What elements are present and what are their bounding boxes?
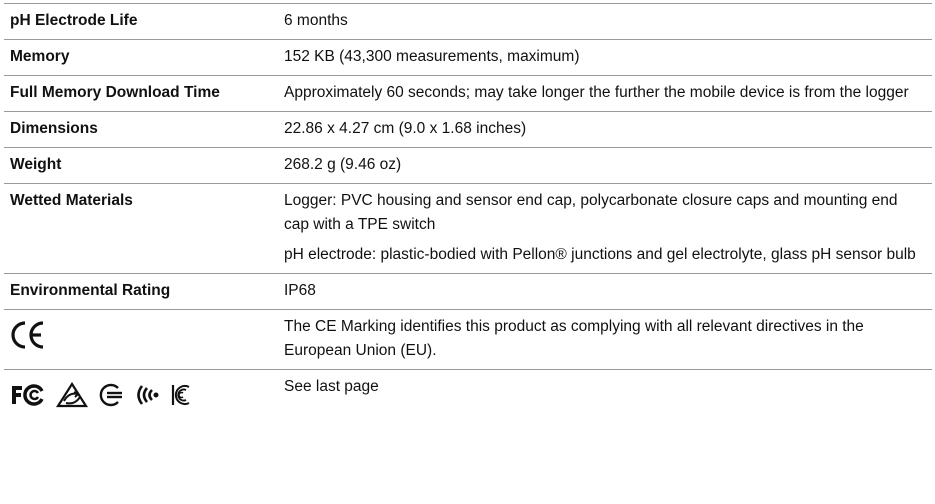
table-row xyxy=(4,112,932,148)
row-label: Memory xyxy=(4,40,278,76)
wetted-materials-logger: Logger: PVC housing and sensor end cap, polycarbonate closure caps and mounting end cap with a TPE switch xyxy=(284,192,898,233)
fcc-logo-icon xyxy=(10,384,46,406)
row-label xyxy=(4,310,278,370)
table-row xyxy=(4,370,932,420)
ce-mark-icon xyxy=(10,315,272,361)
table-row xyxy=(4,310,932,370)
row-label: Environmental Rating xyxy=(4,274,278,310)
row-label: Wetted Materials xyxy=(4,184,278,274)
ic-mark-icon xyxy=(170,382,192,408)
table-row xyxy=(4,274,932,310)
row-value: 6 months xyxy=(278,4,932,40)
table-row xyxy=(4,40,932,76)
compliance-marks xyxy=(10,375,272,413)
wetted-materials-ph-electrode: pH electrode: plastic-bodied with Pellon® junctions and gel electrolyte, glass pH sensor bulb xyxy=(284,246,916,263)
row-label: Weight xyxy=(4,148,278,184)
row-value: IP68 xyxy=(278,274,932,310)
row-value xyxy=(278,184,932,274)
row-label xyxy=(4,370,278,420)
row-value: Approximately 60 seconds; may take longer the further the mobile device is from the logger xyxy=(278,76,932,112)
row-value: 22.86 x 4.27 cm (9.0 x 1.68 inches) xyxy=(278,112,932,148)
row-label: Full Memory Download Time xyxy=(4,76,278,112)
row-label: pH Electrode Life xyxy=(4,4,278,40)
row-value: See last page xyxy=(284,378,379,395)
table-row xyxy=(4,4,932,40)
row-value: The CE Marking identifies this product as complying with all relevant directives in the European Union (EU). xyxy=(278,310,932,370)
row-value: 152 KB (43,300 measurements, maximum) xyxy=(278,40,932,76)
row-value: 268.2 g (9.46 oz) xyxy=(278,148,932,184)
rcm-mark-icon xyxy=(56,382,88,408)
rf-signal-mark-icon xyxy=(134,382,160,408)
table-row xyxy=(4,184,932,274)
table-row xyxy=(4,76,932,112)
table-row xyxy=(4,148,932,184)
specifications-table xyxy=(4,3,932,419)
row-label: Dimensions xyxy=(4,112,278,148)
telecom-mark-icon xyxy=(98,382,124,408)
